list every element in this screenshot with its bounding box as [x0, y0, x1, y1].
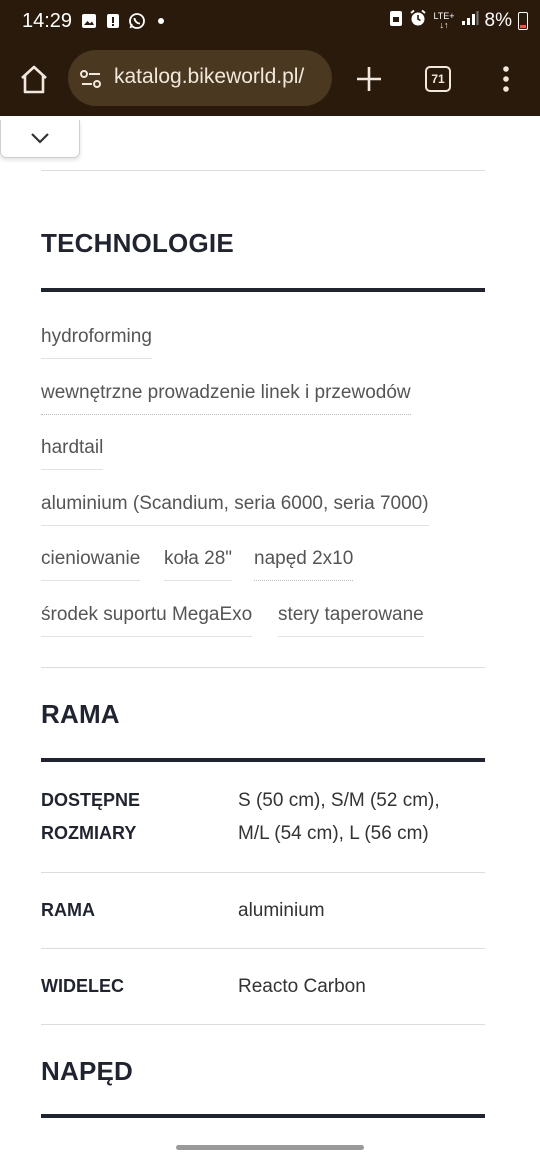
tag-item[interactable]: cieniowanie [41, 548, 140, 581]
section-underline [41, 1114, 485, 1118]
battery-percent: 8% [484, 10, 512, 31]
collapse-toggle-button[interactable] [0, 120, 80, 158]
url-text: katalog.bikeworld.pl/ [114, 65, 305, 88]
status-bar [0, 0, 540, 44]
home-icon [16, 62, 52, 98]
spec-label-line: ROZMIARY [41, 823, 137, 843]
menu-button[interactable] [496, 64, 516, 94]
spec-label-line: DOSTĘPNE [41, 790, 141, 810]
section-title-rama: RAMA [41, 699, 120, 729]
page-content [0, 116, 540, 1158]
spec-label-sizes [41, 784, 140, 850]
browser-toolbar [0, 44, 540, 116]
whatsapp-icon [128, 12, 146, 30]
section-title-technologie: TECHNOLOGIE [41, 228, 234, 258]
tag-item[interactable]: hydroforming [41, 326, 152, 359]
alert-icon [104, 12, 122, 30]
tag-item[interactable]: hardtail [41, 437, 103, 470]
alarm-icon [409, 9, 427, 33]
spec-value-fork: Reacto Carbon [238, 976, 366, 997]
tag-item[interactable]: koła 28" [164, 548, 232, 581]
tag-item[interactable]: aluminium (Scandium, seria 6000, seria 7000) [41, 493, 429, 526]
plus-icon [352, 62, 386, 96]
new-tab-button[interactable] [352, 62, 386, 96]
spec-label-frame: RAMA [41, 900, 95, 920]
lock-icon [389, 9, 403, 33]
divider [41, 667, 485, 668]
section-underline [41, 758, 485, 762]
network-type: LTE+ ↓↑ [433, 11, 455, 30]
battery-icon [518, 12, 528, 30]
spec-value-line: M/L (54 cm), L (56 cm) [238, 823, 429, 844]
divider [41, 1024, 485, 1025]
home-button[interactable] [16, 62, 52, 98]
more-vert-icon [496, 64, 516, 94]
dot-icon [152, 12, 170, 30]
tag-item[interactable]: wewnętrzne prowadzenie linek i przewodów [41, 382, 411, 415]
section-title-naped: NAPĘD [41, 1056, 134, 1086]
divider [41, 948, 485, 949]
signal-icon [461, 10, 479, 32]
status-time: 14:29 [22, 10, 73, 32]
tag-item[interactable]: stery taperowane [278, 604, 424, 637]
address-bar[interactable] [68, 50, 332, 106]
site-settings-icon[interactable] [78, 66, 104, 92]
chevron-down-icon [29, 130, 51, 146]
image-icon [80, 12, 98, 30]
home-indicator[interactable] [176, 1145, 364, 1150]
spec-value-sizes [238, 784, 440, 850]
spec-value-frame: aluminium [238, 900, 325, 921]
tag-item[interactable]: środek suportu MegaExo [41, 604, 252, 637]
spec-value-line: S (50 cm), S/M (52 cm), [238, 790, 440, 811]
tag-item[interactable]: napęd 2x10 [254, 548, 353, 581]
spec-label-fork: WIDELEC [41, 976, 124, 996]
section-underline [41, 288, 485, 292]
divider [41, 170, 485, 171]
tab-switcher-button[interactable]: 71 [425, 66, 451, 92]
divider [41, 872, 485, 873]
